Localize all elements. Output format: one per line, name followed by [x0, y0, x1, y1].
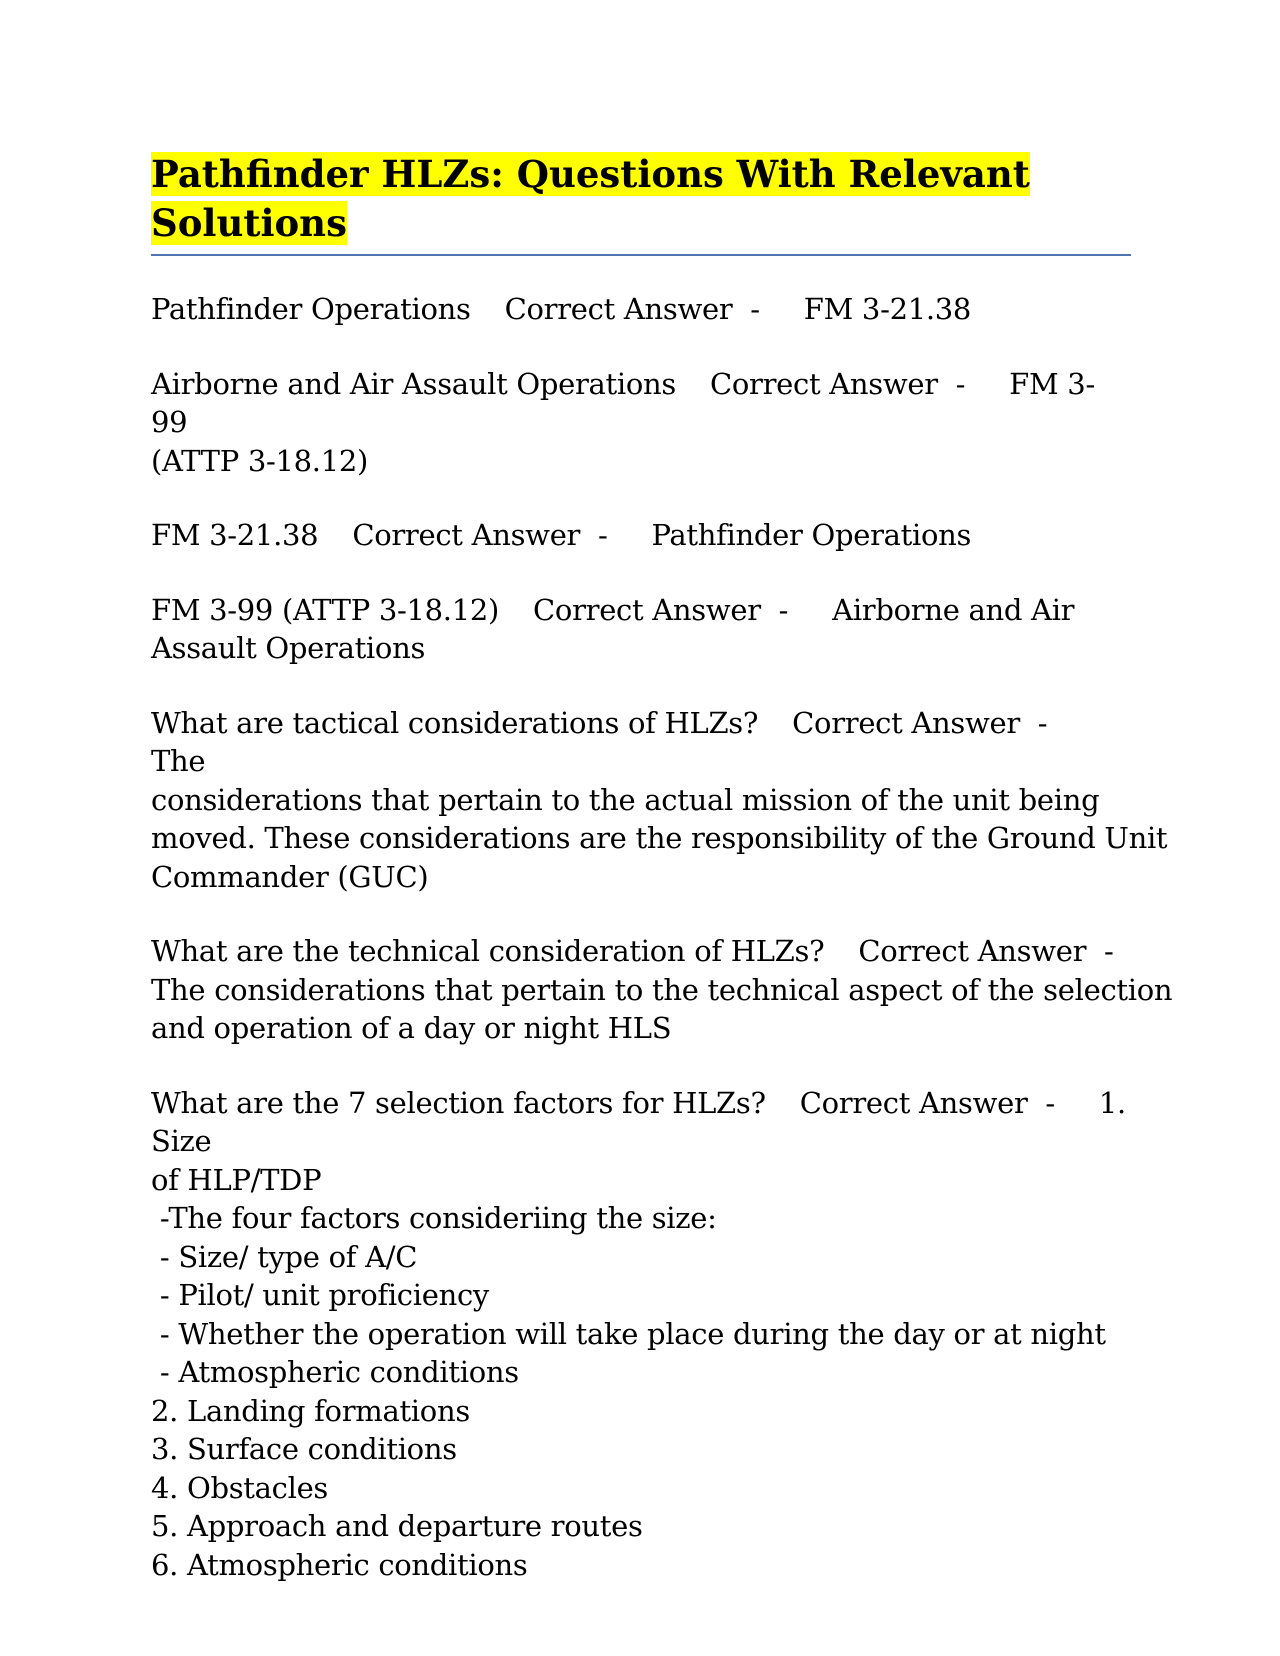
answer-line: moved. These considerations are the responsibility of the Ground Unit [151, 821, 1168, 855]
answer-text: FM 3-21.38 [803, 292, 972, 326]
qa-entry-selection-factors [151, 1084, 1131, 1585]
title-line-1: Pathfinder HLZs: Questions With Relevant [151, 152, 1030, 196]
answer-line: The considerations that pertain to the technical aspect of the selection [151, 972, 1173, 1007]
question-text: Airborne and Air Assault Operations [151, 366, 676, 401]
document-title [151, 150, 1131, 256]
answer-line: 6. Atmospheric conditions [151, 1547, 528, 1582]
answer-line: - Size/ type of A/C [151, 1239, 418, 1274]
question-text: What are the technical consideration of HLZs? [151, 934, 825, 968]
answer-continuation: Assault Operations [151, 631, 426, 665]
answer-line: - Whether the operation will take place during the day or at night [151, 1316, 1106, 1351]
qa-entry-airborne-air-assault [151, 365, 1131, 481]
qa-entry-tactical-considerations [151, 704, 1168, 897]
correct-answer-label: Correct Answer [799, 1085, 1028, 1120]
answer-dash: - [778, 592, 789, 627]
question-text: Pathfinder Operations [151, 292, 471, 326]
correct-answer-label: Correct Answer [504, 292, 733, 326]
question-text: FM 3-99 (ATTP 3-18.12) [151, 592, 500, 627]
question-text: What are the 7 selection factors for HLZs? [151, 1085, 766, 1120]
answer-continuation: (ATTP 3-18.12) [151, 443, 369, 478]
answer-text: Airborne and Air [832, 592, 1075, 627]
answer-text: The [151, 744, 206, 778]
answer-dash: - [750, 292, 760, 326]
qa-entry-pathfinder-operations [151, 290, 1131, 329]
question-text: FM 3-21.38 [151, 518, 319, 552]
answer-line: 4. Obstacles [151, 1470, 329, 1505]
answer-dash: - [597, 518, 608, 552]
answer-line: of HLP/TDP [151, 1162, 322, 1197]
answer-text: FM 3-99 [151, 366, 1095, 439]
answer-dash: - [1104, 934, 1114, 968]
answer-line: 3. Surface conditions [151, 1432, 457, 1466]
qa-entry-fm-3-21-38 [151, 516, 1131, 555]
answer-line: -The four factors consideriing the size: [151, 1201, 717, 1235]
answer-text: 1. Size [151, 1085, 1126, 1158]
answer-dash: - [955, 366, 966, 401]
title-line-2: Solutions [151, 201, 347, 245]
answer-dash: - [1037, 705, 1048, 740]
answer-text: Pathfinder Operations [651, 518, 972, 552]
correct-answer-label: Correct Answer [533, 592, 761, 627]
qa-entry-fm-3-99 [151, 591, 1131, 668]
answer-dash: - [1045, 1085, 1055, 1120]
question-text: What are tactical considerations of HLZs? [151, 705, 759, 740]
answer-line: 2. Landing formations [151, 1393, 470, 1428]
correct-answer-label: Correct Answer [352, 518, 581, 552]
correct-answer-label: Correct Answer [858, 934, 1087, 968]
correct-answer-label: Correct Answer [792, 705, 1020, 740]
correct-answer-label: Correct Answer [710, 366, 938, 401]
answer-line: 5. Approach and departure routes [151, 1509, 643, 1543]
answer-line: - Atmospheric conditions [151, 1355, 519, 1389]
answer-line: considerations that pertain to the actual mission of the unit being [151, 782, 1100, 817]
answer-line: Commander (GUC) [151, 859, 429, 894]
answer-line: - Pilot/ unit proficiency [151, 1278, 489, 1312]
document-page [151, 150, 1173, 1584]
qa-entry-technical-considerations [151, 932, 1173, 1048]
answer-line: and operation of a day or night HLS [151, 1011, 672, 1045]
